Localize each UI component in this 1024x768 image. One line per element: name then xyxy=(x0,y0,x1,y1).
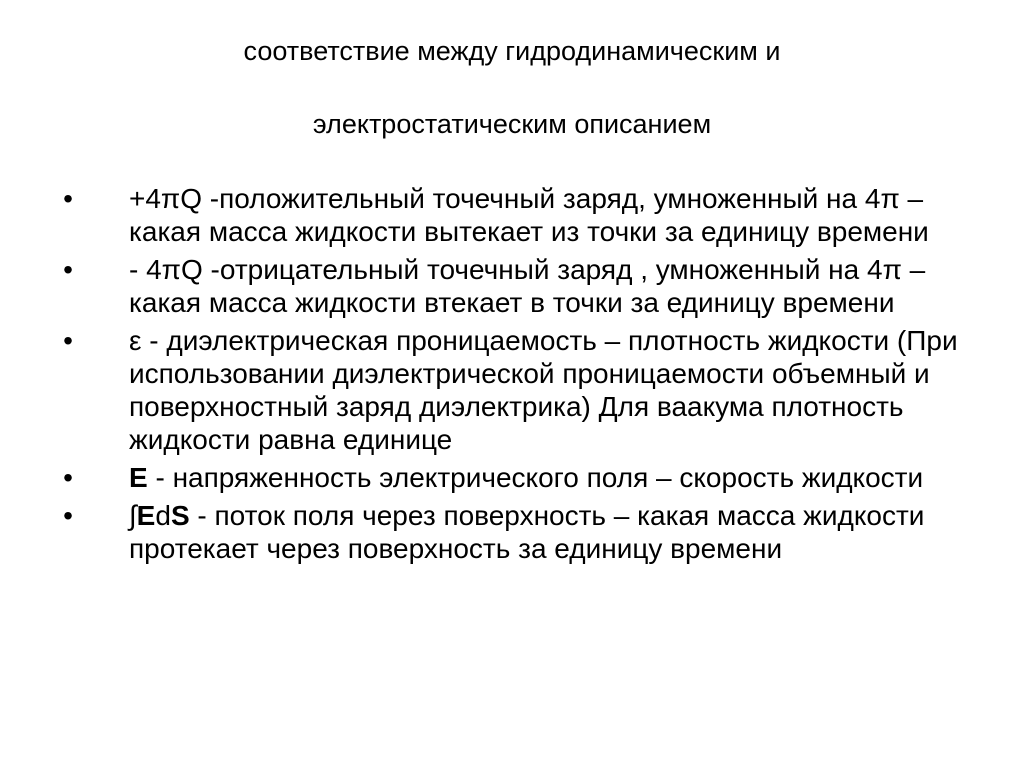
bullet-marker: • xyxy=(63,500,73,531)
title-line-1: соответствие между гидродинамическим и xyxy=(243,36,781,66)
title-line-2: электростатическим описанием xyxy=(312,109,712,139)
field-symbol: E xyxy=(129,462,148,493)
bullet-text: +4πQ -положительный точечный заряд, умноженный на 4π – какая масса жидкости вытекает из точки за единицу времени xyxy=(129,183,929,247)
bullet-negative-charge xyxy=(0,253,1024,319)
bullet-marker: • xyxy=(63,325,73,356)
bullet-marker: • xyxy=(63,462,73,493)
bullet-flux xyxy=(0,499,1024,565)
integral-symbol: ∫ xyxy=(129,500,137,531)
bullet-positive-charge xyxy=(0,182,1024,248)
bullet-marker: • xyxy=(63,254,73,285)
bullet-text: - поток поля через поверхность – какая масса жидкости протекает через поверхность за единицу времени xyxy=(129,500,925,564)
field-symbol: E xyxy=(136,500,156,531)
bullet-text: - 4πQ -отрицательный точечный заряд , умноженный на 4π – какая масса жидкости втекает в точки за единицу времени xyxy=(129,254,926,318)
bullet-field-strength xyxy=(0,461,1024,494)
surface-symbol: S xyxy=(170,500,190,531)
bullet-marker: • xyxy=(63,183,73,214)
bullet-list xyxy=(0,182,1024,570)
bullet-text: - напряженность электрического поля – скорость жидкости xyxy=(147,462,924,493)
differential-symbol: d xyxy=(155,500,171,531)
slide-title xyxy=(60,38,964,138)
bullet-dielectric xyxy=(0,324,1024,456)
bullet-text: ε - диэлектрическая проницаемость – плотность жидкости (При использовании диэлектрической проницаемости объемный и поверхностный заряд диэлектрика) Для ваакума плотность жидкости равна единице xyxy=(129,325,958,455)
